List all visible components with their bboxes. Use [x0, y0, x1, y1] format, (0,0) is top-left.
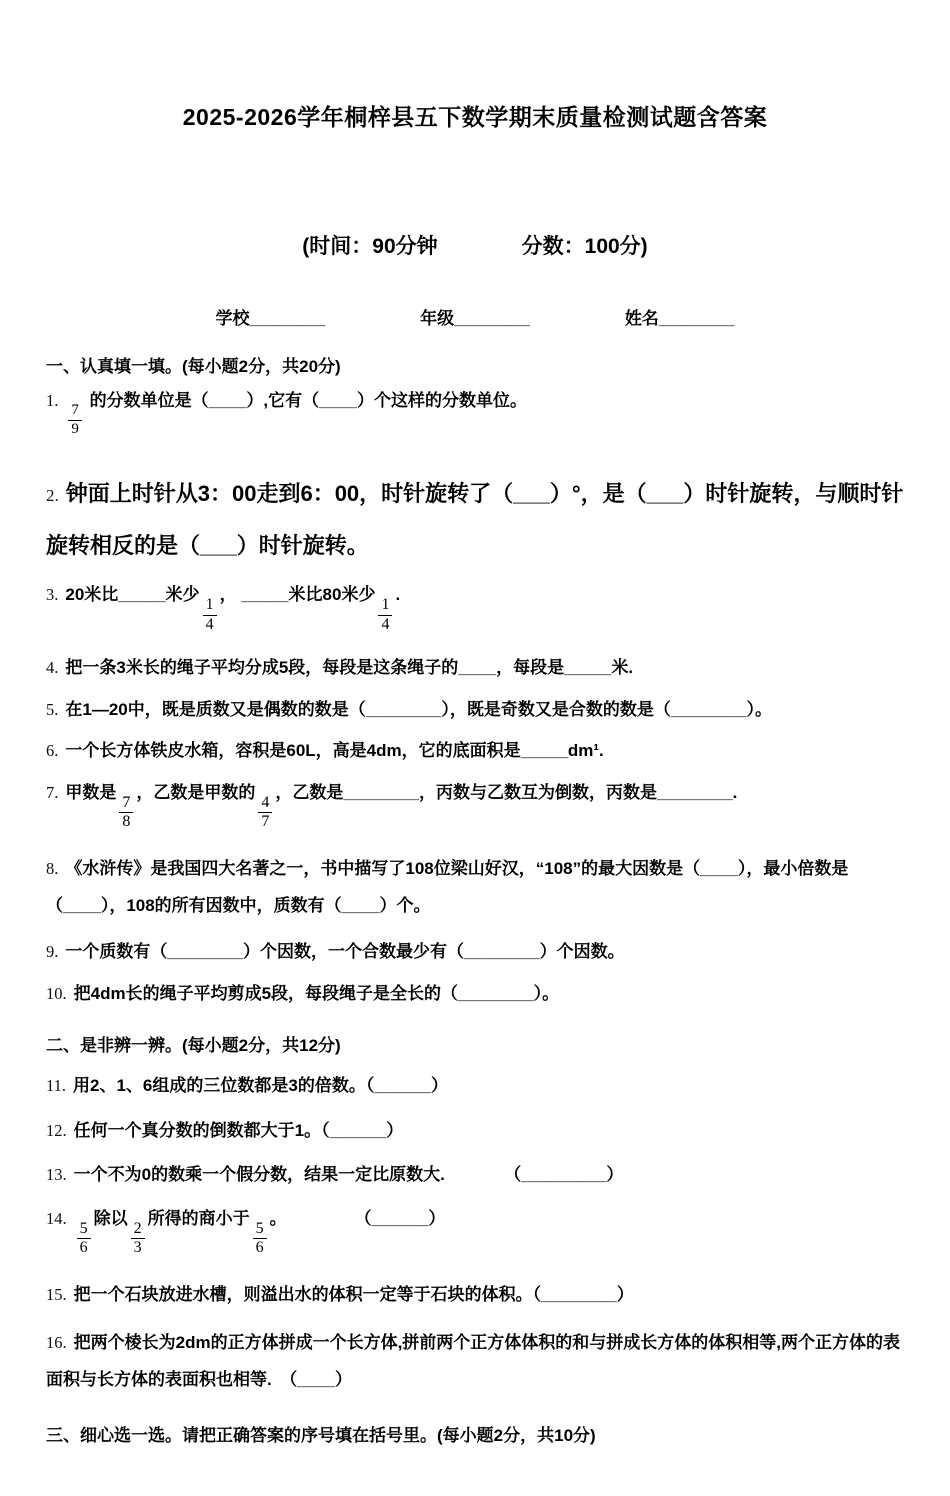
fraction-denominator: 4 [205, 615, 214, 633]
fraction [68, 402, 82, 438]
fraction [253, 1220, 267, 1258]
fraction-denominator: 8 [122, 813, 131, 831]
page-title: 2025-2026学年桐梓县五下数学期末质量检测试题含答案 [182, 104, 768, 130]
question-number: 9. [46, 942, 59, 962]
question-number: 3. [46, 585, 59, 605]
question-text: 除以 [93, 1208, 128, 1228]
fraction-numerator: 5 [77, 1220, 91, 1239]
question-number: 15. [46, 1285, 67, 1305]
fraction-denominator: 9 [71, 420, 79, 437]
fraction-numerator: 1 [203, 596, 217, 615]
question-7 [46, 779, 904, 832]
question-text: 在1—20中，既是质数又是偶数的数是（________），既是奇数又是合数的数是（________）。 [65, 699, 773, 719]
question-text: 的分数单位是（____）,它有（____）个这样的分数单位。 [84, 391, 527, 411]
question-text: 钟面上时针从3：00走到6：00，时针旋转了（___）°，是（___）时针旋转，与顺时针旋转相反的是（___）时针旋转。 [46, 480, 904, 558]
question-text: 一个不为0的数乘一个假分数，结果一定比原数大. （_________） [73, 1165, 624, 1185]
fraction-numerator: 7 [119, 794, 133, 813]
question-number: 16. [46, 1333, 67, 1353]
question-text: 一个长方体铁皮水箱，容积是60L，高是4dm，它的底面积是_____dm¹. [65, 741, 604, 761]
question-text: 20米比_____米少 [65, 585, 200, 605]
fraction-denominator: 6 [79, 1239, 88, 1257]
question-15 [46, 1281, 904, 1309]
section-heading-3: 三、细心选一选。请把正确答案的序号填在括号里。(每小题2分，共10分) [46, 1426, 596, 1446]
section-heading-2: 二、是非辨一辨。(每小题2分，共12分) [46, 1035, 341, 1055]
question-number: 2. [46, 485, 59, 505]
fraction-numerator: 1 [378, 596, 392, 615]
question-2 [46, 468, 904, 571]
fraction [258, 794, 272, 832]
question-13 [46, 1161, 904, 1189]
fraction-denominator: 3 [133, 1239, 142, 1257]
fraction [131, 1220, 145, 1258]
question-area [46, 355, 904, 1448]
question-11 [46, 1072, 904, 1100]
question-number: 8. [46, 858, 59, 878]
fraction [378, 596, 392, 634]
question-text: 一个质数有（________）个因数，一个合数最少有（________）个因数。 [65, 942, 625, 962]
question-10 [46, 980, 904, 1008]
fraction-denominator: 4 [381, 615, 390, 633]
question-3 [46, 581, 904, 634]
question-number: 12. [46, 1121, 67, 1141]
question-4 [46, 654, 904, 682]
question-text: ， _____米比80米少 [219, 585, 376, 605]
question-text: 把一条3米长的绳子平均分成5段，每段是这条绳子的____，每段是_____米. [65, 657, 634, 677]
name-field[interactable]: 姓名________ [624, 309, 735, 329]
question-number: 5. [46, 699, 59, 719]
fraction-numerator: 2 [131, 1220, 145, 1239]
school-field[interactable]: 学校________ [215, 309, 326, 329]
question-text: 用2、1、6组成的三位数都是3的倍数。（______） [73, 1075, 449, 1095]
fraction [119, 794, 133, 832]
question-1 [46, 387, 904, 438]
question-number: 13. [46, 1165, 67, 1185]
question-text: ，乙数是甲数的 [136, 783, 256, 803]
question-5 [46, 696, 904, 724]
question-12 [46, 1117, 904, 1145]
time-score-line: (时间：90分钟 分数：100分) [302, 235, 648, 259]
fraction-numerator: 5 [253, 1220, 267, 1239]
question-number: 10. [46, 984, 67, 1004]
question-16 [46, 1325, 904, 1398]
question-text: 把4dm长的绳子平均剪成5段，每段绳子是全长的（________）。 [73, 984, 560, 1004]
question-text: 甲数是 [65, 783, 117, 803]
fraction [77, 1220, 91, 1258]
question-14 [46, 1205, 904, 1258]
question-8 [46, 850, 904, 925]
question-text: 任何一个真分数的倒数都大于1。（______） [73, 1121, 404, 1141]
fraction-numerator: 4 [258, 794, 272, 813]
question-text: 把一个石块放进水槽，则溢出水的体积一定等于石块的体积。（________） [73, 1285, 634, 1305]
question-text: 《水浒传》是我国四大名著之一，书中描写了108位梁山好汉，“108”的最大因数是（____），最小倍数是（____），108的所有因数中，质数有（____）个。 [46, 858, 849, 916]
question-6 [46, 737, 904, 765]
question-text: ，乙数是________，丙数与乙数互为倒数，丙数是________. [275, 783, 738, 803]
question-number: 4. [46, 657, 59, 677]
question-text: 所得的商小于 [147, 1208, 250, 1228]
fraction [203, 596, 217, 634]
fraction-denominator: 6 [255, 1239, 264, 1257]
question-number: 7. [46, 783, 59, 803]
question-text: 。 （______） [269, 1208, 446, 1228]
question-number: 6. [46, 741, 59, 761]
question-9 [46, 938, 904, 966]
section-heading-1: 一、认真填一填。(每小题2分，共20分) [46, 357, 341, 377]
question-number: 11. [46, 1075, 67, 1095]
fraction-numerator: 7 [68, 402, 82, 420]
grade-field[interactable]: 年级________ [420, 309, 530, 329]
question-number: 1. [46, 391, 59, 411]
question-text: . [395, 585, 401, 605]
question-text: 把两个棱长为2dm的正方体拼成一个长方体,拼前两个正方体体积的和与拼成长方体的体积相等,两个正方体的表面积与长方体的表面积也相等. （____） [46, 1333, 901, 1389]
student-info-row [46, 304, 904, 329]
question-number: 14. [46, 1208, 67, 1228]
fraction-denominator: 7 [261, 813, 270, 831]
